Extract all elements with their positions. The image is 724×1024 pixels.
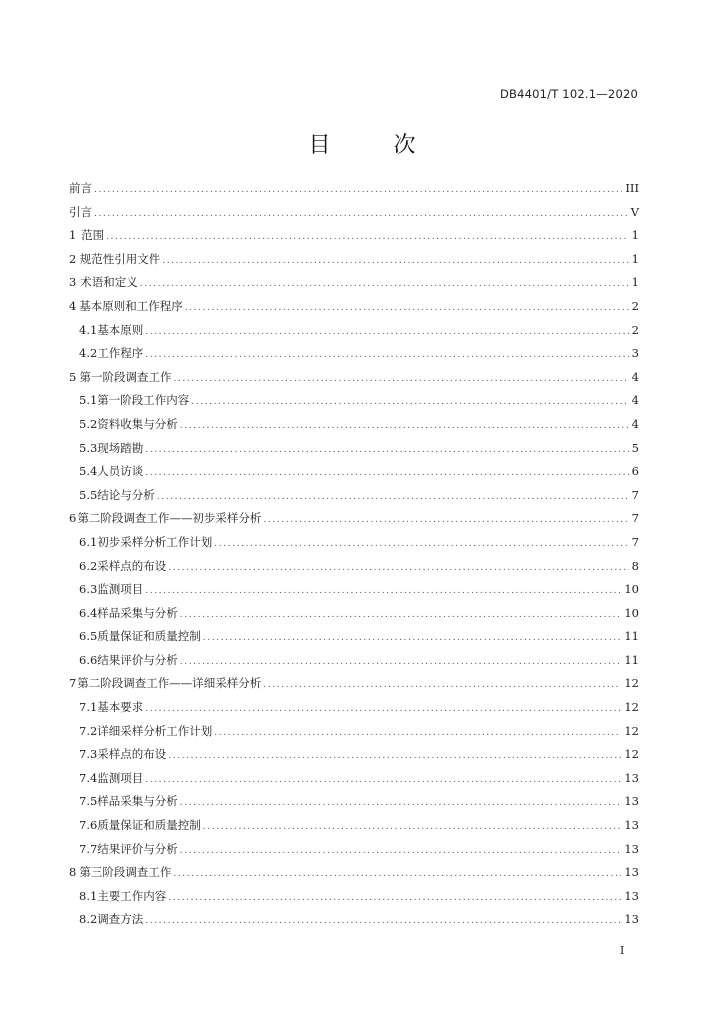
- toc-leader-dots: [94, 203, 628, 227]
- toc-leader-dots: [263, 509, 628, 533]
- toc-leader-dots: [185, 297, 629, 321]
- toc-page-number: 13: [624, 912, 639, 927]
- toc-page-number: 7: [631, 511, 639, 526]
- toc-leader-dots: [214, 722, 621, 746]
- toc-entry[interactable]: [69, 271, 639, 295]
- toc-entry[interactable]: [69, 437, 639, 461]
- toc-entry[interactable]: [69, 366, 639, 390]
- toc-section-number: 7.7: [79, 841, 98, 856]
- toc-entry[interactable]: [69, 295, 639, 319]
- toc-page-number: 8: [631, 558, 639, 573]
- toc-section-number: 6.5: [79, 629, 98, 644]
- toc-section-number: 6.3: [79, 582, 98, 597]
- toc-entry[interactable]: [69, 672, 639, 696]
- toc-leader-dots: [145, 769, 621, 793]
- toc-entry[interactable]: [69, 555, 639, 579]
- toc-page-number: 5: [631, 440, 639, 455]
- toc-section-title: 初步采样分析工作计划: [97, 534, 213, 549]
- toc-leader-dots: [145, 321, 628, 345]
- toc-section-title: 样品采集与分析: [97, 605, 178, 620]
- toc-leader-dots: [174, 368, 629, 392]
- toc-entry[interactable]: [69, 507, 639, 531]
- toc-section-title: 范围: [81, 228, 105, 243]
- toc-leader-dots: [145, 580, 621, 604]
- toc-page-number: 13: [624, 888, 639, 903]
- toc-section-title: 第二阶段调查工作——初步采样分析: [77, 511, 262, 526]
- toc-page-number: 2: [631, 298, 639, 313]
- toc-section-title: 结果评价与分析: [97, 652, 178, 667]
- toc-leader-dots: [168, 557, 628, 581]
- toc-section-number: 7.6: [79, 818, 98, 833]
- toc-leader-dots: [214, 533, 628, 557]
- toc-entry[interactable]: [69, 790, 639, 814]
- toc-section-number: 6.2: [79, 558, 98, 573]
- toc-entry[interactable]: [69, 531, 639, 555]
- toc-entry[interactable]: [69, 767, 639, 791]
- toc-leader-dots: [180, 651, 622, 675]
- toc-page-number: 7: [631, 534, 639, 549]
- toc-section-title: 结论与分析: [97, 487, 155, 502]
- toc-section-number: 5.1: [79, 393, 98, 408]
- toc-leader-dots: [106, 226, 629, 250]
- toc-entry[interactable]: [69, 838, 639, 862]
- toc-leader-dots: [173, 863, 621, 887]
- toc-section-title: 监测项目: [97, 770, 144, 785]
- toc-leader-dots: [140, 273, 629, 297]
- toc-section-title: 现场踏勘: [97, 440, 144, 455]
- toc-page-number: 13: [624, 818, 639, 833]
- toc-entry[interactable]: [69, 908, 639, 932]
- toc-entry[interactable]: [69, 743, 639, 767]
- toc-entry[interactable]: [69, 814, 639, 838]
- toc-leader-dots: [180, 415, 629, 439]
- toc-page-number: V: [630, 204, 639, 219]
- toc-section-title: 监测项目: [97, 582, 144, 597]
- toc-section-number: 6.1: [79, 534, 98, 549]
- toc-section-number: 8.2: [79, 912, 98, 927]
- table-of-contents: [69, 177, 639, 932]
- page-title: 目 次: [308, 133, 444, 158]
- page-number: I: [620, 944, 625, 957]
- toc-section-number: 6.4: [79, 605, 98, 620]
- toc-section-title: 质量保证和质量控制: [97, 629, 201, 644]
- toc-section-number: 1: [69, 228, 77, 243]
- toc-entry[interactable]: [69, 625, 639, 649]
- toc-section-title: 第一阶段工作内容: [97, 393, 190, 408]
- toc-page-number: 12: [624, 747, 639, 762]
- toc-leader-dots: [180, 792, 622, 816]
- toc-section-number: 5.5: [79, 487, 98, 502]
- toc-entry[interactable]: [69, 177, 639, 201]
- toc-section-number: 5: [69, 369, 77, 384]
- toc-section-title: 详细采样分析工作计划: [97, 723, 213, 738]
- toc-page-number: 12: [624, 700, 639, 715]
- toc-section-title: 术语和定义: [80, 275, 138, 290]
- toc-section-title: 采样点的布设: [97, 558, 167, 573]
- toc-page-number: III: [625, 181, 639, 195]
- toc-section-title: 引言: [69, 204, 92, 219]
- toc-section-title: 第一阶段调查工作: [79, 369, 172, 384]
- toc-section-number: 7: [69, 676, 77, 691]
- toc-section-number: 5.2: [79, 416, 98, 431]
- toc-entry[interactable]: [69, 460, 639, 484]
- toc-page-number: 4: [631, 393, 639, 408]
- toc-section-title: 样品采集与分析: [97, 794, 178, 809]
- toc-page-number: 6: [631, 464, 639, 479]
- toc-entry[interactable]: [69, 885, 639, 909]
- toc-leader-dots: [94, 179, 622, 203]
- toc-leader-dots: [145, 439, 628, 463]
- toc-section-number: 8: [69, 865, 77, 880]
- toc-page-number: 2: [631, 322, 639, 337]
- toc-leader-dots: [263, 674, 621, 698]
- toc-section-number: 7.1: [79, 700, 98, 715]
- toc-entry[interactable]: [69, 248, 639, 272]
- toc-entry[interactable]: [69, 861, 639, 885]
- toc-section-number: 7.5: [79, 794, 98, 809]
- toc-page-number: 1: [631, 228, 639, 243]
- toc-section-title: 人员访谈: [97, 464, 144, 479]
- toc-page-number: 4: [631, 369, 639, 384]
- toc-page-number: 10: [624, 582, 639, 597]
- toc-page-number: 10: [624, 605, 639, 620]
- toc-leader-dots: [168, 745, 621, 769]
- toc-page-number: 11: [624, 629, 639, 644]
- toc-section-number: 5.3: [79, 440, 98, 455]
- toc-section-number: 4.1: [79, 322, 98, 337]
- toc-entry[interactable]: [69, 649, 639, 673]
- toc-section-number: 5.4: [79, 464, 98, 479]
- toc-page-number: 13: [624, 841, 639, 856]
- toc-section-title: 主要工作内容: [97, 888, 167, 903]
- toc-page-number: 13: [624, 794, 639, 809]
- toc-section-number: 4.2: [79, 346, 98, 361]
- toc-section-number: 2: [69, 251, 77, 266]
- toc-page-number: 11: [624, 652, 639, 667]
- toc-section-number: 6: [69, 511, 77, 526]
- toc-entry[interactable]: [69, 578, 639, 602]
- toc-section-title: 规范性引用文件: [79, 251, 161, 266]
- toc-section-title: 质量保证和质量控制: [97, 818, 201, 833]
- toc-section-title: 前言: [69, 181, 92, 195]
- toc-page-number: 7: [631, 487, 639, 502]
- toc-entry[interactable]: [69, 696, 639, 720]
- toc-leader-dots: [203, 816, 622, 840]
- toc-page-number: 13: [624, 865, 639, 880]
- toc-leader-dots: [180, 840, 622, 864]
- toc-page-number: 1: [631, 251, 639, 266]
- toc-leader-dots: [145, 462, 628, 486]
- toc-entry[interactable]: [69, 484, 639, 508]
- toc-leader-dots: [162, 250, 628, 274]
- toc-section-number: 8.1: [79, 888, 98, 903]
- toc-leader-dots: [145, 910, 621, 934]
- toc-entry[interactable]: [69, 224, 639, 248]
- toc-page-number: 4: [631, 416, 639, 431]
- toc-section-title: 第三阶段调查工作: [79, 865, 172, 880]
- toc-section-number: 7.3: [79, 747, 98, 762]
- toc-entry[interactable]: [69, 342, 639, 366]
- toc-entry[interactable]: [69, 201, 639, 225]
- toc-page-number: 1: [631, 275, 639, 290]
- toc-leader-dots: [191, 391, 628, 415]
- toc-section-number: 7.2: [79, 723, 98, 738]
- toc-leader-dots: [145, 344, 628, 368]
- toc-page-number: 13: [624, 770, 639, 785]
- toc-section-number: 6.6: [79, 652, 98, 667]
- toc-entry[interactable]: [69, 602, 639, 626]
- toc-section-number: 7.4: [79, 770, 98, 785]
- toc-leader-dots: [145, 698, 621, 722]
- standard-code: DB4401/T 102.1—2020: [499, 87, 638, 101]
- toc-page-number: 3: [631, 346, 639, 361]
- toc-section-title: 资料收集与分析: [97, 416, 178, 431]
- toc-section-title: 第二阶段调查工作——详细采样分析: [77, 676, 262, 691]
- toc-leader-dots: [180, 604, 622, 628]
- toc-section-title: 调查方法: [97, 912, 144, 927]
- toc-entry[interactable]: [69, 389, 639, 413]
- toc-section-title: 结果评价与分析: [97, 841, 178, 856]
- toc-section-number: 4: [69, 298, 77, 313]
- toc-section-title: 基本原则: [97, 322, 144, 337]
- toc-section-title: 工作程序: [97, 346, 144, 361]
- toc-page-number: 12: [624, 723, 639, 738]
- toc-section-title: 基本要求: [97, 700, 144, 715]
- toc-leader-dots: [168, 887, 621, 911]
- toc-entry[interactable]: [69, 413, 639, 437]
- toc-entry[interactable]: [69, 720, 639, 744]
- toc-section-number: 3: [69, 275, 77, 290]
- toc-page-number: 12: [624, 676, 639, 691]
- toc-section-title: 采样点的布设: [97, 747, 167, 762]
- toc-leader-dots: [203, 627, 622, 651]
- toc-section-title: 基本原则和工作程序: [79, 298, 183, 313]
- toc-leader-dots: [157, 486, 629, 510]
- toc-entry[interactable]: [69, 319, 639, 343]
